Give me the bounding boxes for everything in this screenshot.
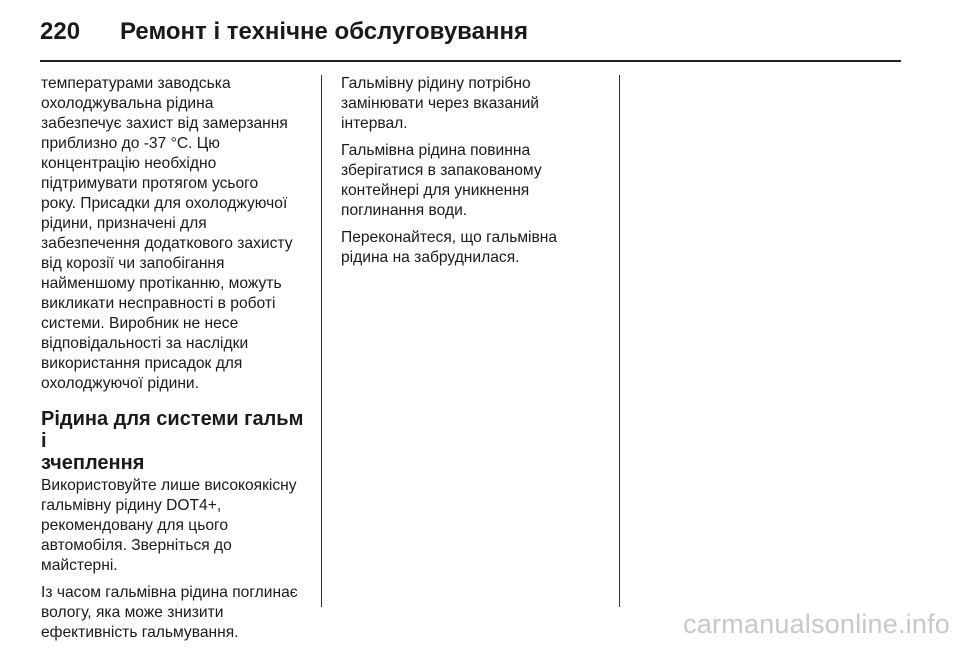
page-number: 220 [40,18,81,45]
storage-paragraph: Гальмівна рідина повинна зберігатися в запакованому контейнері для уникнення поглинання води. [341,142,542,219]
contamination-paragraph: Переконайтеся, що гальмівна рідина на забруднилася. [341,229,558,266]
brake-fluid-heading: Рідина для системи гальм і зчеплення [41,408,304,474]
header-rule [40,60,901,62]
middle-column [341,74,613,275]
replacement-interval-paragraph: Гальмівну рідину потрібно замінювати через вказаний інтервал. [341,75,540,132]
page-header [40,14,900,50]
coolant-paragraph: температурами заводська охолоджувальна рідина забезпечує захист від замерзання приблизно до -37 °C. Цю концентрацію необхідно підтримувати протягом усього року. Присадки для охолоджуючої рідини, призначені для забезпечення додаткового захисту від корозії чи запобігання найменшому протіканню, можуть викликати несправності в роботі системи. Виробник не несе відповідальності за наслідки використання присадок для охолоджуючої рідини. [41,75,293,392]
column-divider-right [619,75,620,607]
column-divider-left [321,75,322,607]
watermark: carmanualsonline.info [683,609,950,639]
page-title: Ремонт і технічне обслуговування [120,18,528,45]
brake-fluid-paragraph-2: Із часом гальмівна рідина поглинає вологу, яка може знизити ефективність гальмування. [41,584,298,641]
brake-fluid-paragraph-1: Використовуйте лише високоякісну гальмівну рідину DOT4+, рекомендовану для цього автомобіля. Зверніться до майстерні. [41,477,297,574]
left-column [41,74,313,650]
